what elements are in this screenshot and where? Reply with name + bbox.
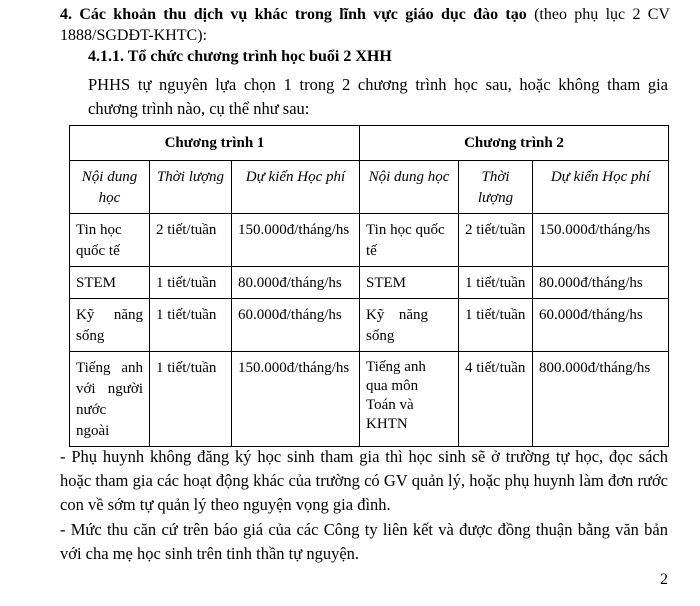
table-row: [70, 299, 669, 352]
p1-duration-cell: 2 tiết/tuần: [150, 214, 232, 267]
p2-duration-cell: 2 tiết/tuần: [459, 214, 533, 267]
section-4-1-1-heading: 4.1.1. Tổ chức chương trình học buổi 2 XHH: [88, 48, 392, 65]
section-4-reference: (theo phụ lục 2 CV 1888/SGDĐT-KHTC):: [60, 6, 670, 44]
p2-content-header: Nội dung học: [360, 161, 459, 214]
p1-content-cell: STEM: [70, 267, 150, 299]
p2-content-cell: Kỹ năng sống: [360, 299, 459, 352]
p2-fee-cell: 60.000đ/tháng/hs: [533, 299, 669, 352]
program-2-header: Chương trình 2: [360, 126, 669, 161]
table-row: [70, 352, 669, 447]
p2-content-cell: Tin học quốc tế: [360, 214, 459, 267]
p2-duration-cell: 4 tiết/tuần: [459, 352, 533, 447]
p1-fee-cell: 60.000đ/tháng/hs: [232, 299, 360, 352]
p1-fee-cell: 80.000đ/tháng/hs: [232, 267, 360, 299]
section-4-title: 4. Các khoản thu dịch vụ khác trong lĩnh vực giáo dục đào tạo: [60, 6, 527, 23]
table-row: [70, 214, 669, 267]
note-paragraph-1: - Phụ huynh không đăng ký học sinh tham gia thì học sinh sẽ ở trường tự học, đọc sách hoặc tham gia các hoạt động khác của trường có GV quản lý, hoặc phụ huynh làm đơn rước con về sớm tự quản lý theo nguyện vọng gia đình.: [60, 447, 668, 514]
p2-content-cell: Tiếng anh qua môn Toán và KHTN: [360, 352, 459, 447]
p1-duration-header: Thời lượng: [150, 161, 232, 214]
p1-fee-cell: 150.000đ/tháng/hs: [232, 352, 360, 447]
p2-fee-cell: 800.000đ/tháng/hs: [533, 352, 669, 447]
program-1-header: Chương trình 1: [70, 126, 360, 161]
p1-content-cell: Kỹ năng sống: [70, 299, 150, 352]
table-row: [70, 267, 669, 299]
table-subheader-row: [70, 161, 669, 214]
note-paragraph-2: - Mức thu căn cứ trên báo giá của các Công ty liên kết và được đồng thuận bằng văn bản với cha mẹ học sinh trên tinh thần tự nguyện.: [60, 520, 668, 563]
p2-fee-header: Dự kiến Học phí: [533, 161, 669, 214]
p2-fee-cell: 80.000đ/tháng/hs: [533, 267, 669, 299]
intro-paragraph: PHHS tự nguyên lựa chọn 1 trong 2 chương trình học sau, hoặc không tham gia chương trình nào, cụ thể như sau:: [88, 75, 668, 118]
p1-fee-cell: 150.000đ/tháng/hs: [232, 214, 360, 267]
p1-fee-header: Dự kiến Học phí: [232, 161, 360, 214]
p1-duration-cell: 1 tiết/tuần: [150, 352, 232, 447]
p1-content-cell: Tiếng anh với người nước ngoài: [70, 352, 150, 447]
p1-duration-cell: 1 tiết/tuần: [150, 299, 232, 352]
p1-duration-cell: 1 tiết/tuần: [150, 267, 232, 299]
p1-content-header: Nội dung học: [70, 161, 150, 214]
p2-content-cell: STEM: [360, 267, 459, 299]
section-4-heading: [60, 4, 670, 46]
page-number: 2: [660, 571, 668, 588]
p2-duration-cell: 1 tiết/tuần: [459, 299, 533, 352]
p1-content-cell: Tin học quốc tế: [70, 214, 150, 267]
p2-duration-cell: 1 tiết/tuần: [459, 267, 533, 299]
p2-duration-header: Thời lượng: [459, 161, 533, 214]
p2-fee-cell: 150.000đ/tháng/hs: [533, 214, 669, 267]
table-group-header-row: [70, 126, 669, 161]
fee-table: [69, 125, 669, 447]
